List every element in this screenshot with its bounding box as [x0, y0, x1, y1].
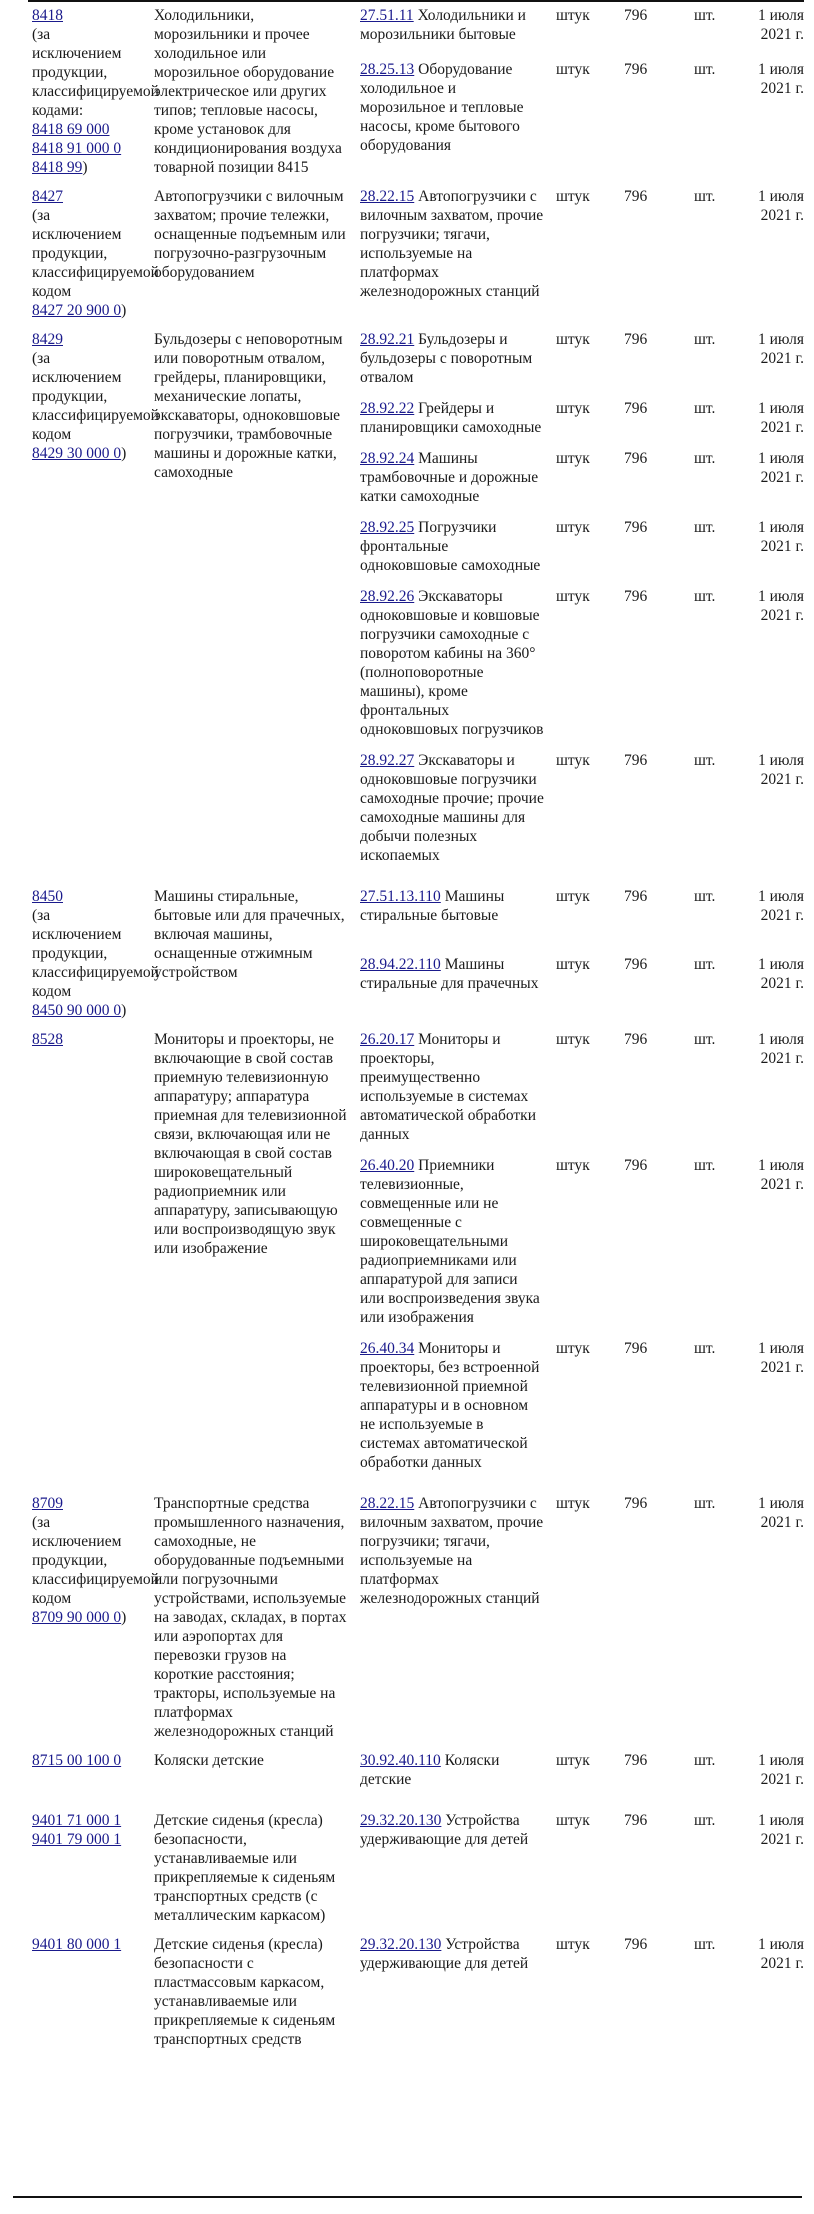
unit-code-cell: 796 [624, 7, 648, 24]
okpd-cell [354, 177, 550, 320]
product-name-cell: Детские сиденья (кресла) безопасности, устанавливаемые или прикрепляемые к сиденьям транспортных средств (с металлическим каркасом) [154, 1812, 336, 1924]
okpd-cell [354, 1741, 550, 1801]
tnved-subcode-line [32, 444, 142, 463]
effective-date-cell: 1 июля 2021 г. [758, 331, 804, 367]
okpd-description: Приемники телевизионные, совмещенные или не совмещенные с широковещательными радиоприемниками или аппаратурой для записи или воспроизведения звука или изображения [360, 1157, 540, 1326]
tnved-code-cell [26, 1484, 159, 1741]
tnved-code-cell [26, 177, 159, 320]
unit-name-cell: штук [556, 1812, 590, 1829]
tnved-close-paren: ) [121, 1002, 127, 1019]
unit-code-cell: 796 [624, 1340, 648, 1357]
effective-date-cell: 1 июля 2021 г. [758, 400, 804, 436]
table-bottom-rule [13, 2196, 802, 2198]
tnved-exclusion-note: (за исключением продукции, классифицируемой кодом [32, 350, 159, 443]
product-table [26, 6, 812, 2049]
effective-date-cell: 1 июля 2021 г. [758, 519, 804, 555]
unit-name-cell: штук [556, 7, 590, 24]
unit-name-cell: штук [556, 888, 590, 905]
unit-abbr-cell: шт. [694, 888, 716, 905]
tnved-code-link[interactable]: 8715 00 100 0 [32, 1752, 122, 1769]
unit-abbr-cell: шт. [694, 588, 716, 605]
tnved-subcode-link[interactable]: 8709 90 000 0 [32, 1609, 122, 1626]
okpd-cell [354, 1801, 550, 1925]
unit-name-cell: штук [556, 752, 590, 769]
product-name-cell: Транспортные средства промышленного назначения, самоходные, не оборудованные подъемными или погрузочными устройствами, используемые на заводах, складах, в портах или аэропортах для перевозки грузов на короткие расстояния; тракторы, используемые на платформах железнодорожных станций [154, 1495, 347, 1740]
tnved-code-link[interactable]: 8450 [32, 888, 63, 905]
effective-date-cell: 1 июля 2021 г. [758, 888, 804, 924]
table-row [26, 6, 812, 60]
tnved-close-paren: ) [121, 302, 127, 319]
okpd-cell [354, 6, 550, 60]
tnved-subcode-link[interactable]: 8427 20 900 0 [32, 302, 122, 319]
okpd-code-link[interactable]: 28.92.26 [360, 588, 415, 605]
tnved-exclusion-note: (за исключением продукции, классифицируемой кодами: [32, 26, 159, 119]
effective-date-cell: 1 июля 2021 г. [758, 1812, 804, 1848]
okpd-description: Коляски детские [360, 1752, 500, 1788]
unit-code-cell: 796 [624, 1031, 648, 1048]
okpd-cell [354, 877, 550, 955]
okpd-cell [354, 449, 550, 518]
product-name-cell: Детские сиденья (кресла) безопасности с пластмассовым каркасом, устанавливаемые или прикрепляемые к сиденьям транспортных средств [154, 1936, 336, 2048]
tnved-code-cell [26, 1020, 148, 1484]
unit-abbr-cell: шт. [694, 752, 716, 769]
unit-abbr-cell: шт. [694, 1752, 716, 1769]
unit-abbr-cell: шт. [694, 956, 716, 973]
tnved-code-link[interactable]: 8709 [32, 1495, 63, 1512]
product-name-cell: Машины стиральные, бытовые или для прачечных, включая машины, оснащенные отжимным устройством [154, 888, 345, 981]
effective-date-cell: 1 июля 2021 г. [758, 1936, 804, 1972]
product-name-cell: Мониторы и проекторы, не включающие в свой состав приемную телевизионную аппаратуру; аппаратура приемная для телевизионной связи, включающая или не включающая в свой состав широковещательный радиоприемник или аппаратуру, записывающую или воспроизводящую звук или изображение [154, 1031, 347, 1257]
okpd-description: Оборудование холодильное и морозильное и тепловые насосы, кроме бытового оборудования [360, 61, 524, 155]
tnved-code-link[interactable]: 9401 80 000 1 [32, 1936, 122, 1953]
effective-date-cell: 1 июля 2021 г. [758, 188, 804, 224]
tnved-code-cell [26, 1925, 148, 2049]
okpd-code-link[interactable]: 27.51.13.110 [360, 888, 441, 905]
unit-name-cell: штук [556, 1495, 590, 1512]
effective-date-cell: 1 июля 2021 г. [758, 1340, 804, 1376]
okpd-cell [354, 955, 550, 1020]
unit-abbr-cell: шт. [694, 1031, 716, 1048]
unit-name-cell: штук [556, 1340, 590, 1357]
okpd-code-link[interactable]: 27.51.11 [360, 7, 414, 24]
unit-abbr-cell: шт. [694, 188, 716, 205]
okpd-cell [354, 1339, 550, 1484]
okpd-code-link[interactable]: 26.40.34 [360, 1340, 415, 1357]
okpd-code-link[interactable]: 28.22.15 [360, 1495, 415, 1512]
okpd-code-link[interactable]: 28.25.13 [360, 61, 415, 79]
table-row [26, 1484, 812, 1741]
unit-code-cell: 796 [624, 888, 648, 905]
unit-abbr-cell: шт. [694, 331, 716, 348]
tnved-code-link[interactable]: 8427 [32, 188, 63, 205]
okpd-description: Экскаваторы и одноковшовые погрузчики самоходные прочие; прочие самоходные машины для добычи полезных ископаемых [360, 752, 544, 864]
product-name-cell: Коляски детские [154, 1752, 264, 1769]
unit-code-cell: 796 [624, 956, 648, 973]
tnved-subcode-line [32, 120, 142, 139]
okpd-cell [354, 1156, 550, 1339]
tnved-subcode-line [32, 301, 142, 320]
tnved-code-link[interactable]: 8528 [32, 1031, 63, 1048]
effective-date-cell: 1 июля 2021 г. [758, 61, 804, 98]
okpd-cell [354, 1020, 550, 1156]
unit-name-cell: штук [556, 450, 590, 467]
unit-code-cell: 796 [624, 1936, 648, 1953]
okpd-description: Экскаваторы одноковшовые и ковшовые погрузчики самоходные с поворотом кабины на 360° (полноповоротные машины), кроме фронтальных одноковшовых погрузчиков [360, 588, 544, 738]
unit-abbr-cell: шт. [694, 1936, 716, 1953]
okpd-cell [354, 518, 550, 587]
product-name-cell: Бульдозеры с неповоротным или поворотным отвалом, грейдеры, планировщики, механические лопаты, экскаваторы, одноковшовые погрузчики, трамбовочные машины и дорожные катки, самоходные [154, 331, 343, 481]
tnved-subcode-line [32, 139, 142, 158]
okpd-description: Погрузчики фронтальные одноковшовые самоходные [360, 519, 541, 574]
tnved-subcode-link[interactable]: 8418 91 000 0 [32, 140, 122, 157]
unit-name-cell: штук [556, 61, 590, 79]
tnved-subcode-link[interactable]: 9401 79 000 1 [32, 1831, 122, 1848]
tnved-subcode-line [32, 1001, 142, 1020]
unit-name-cell: штук [556, 1936, 590, 1953]
okpd-cell [354, 751, 550, 877]
okpd-description: Автопогрузчики с вилочным захватом, прочие погрузчики; тягачи, используемые на платформах железнодорожных станций [360, 188, 544, 300]
unit-code-cell: 796 [624, 1752, 648, 1769]
okpd-description: Устройства удерживающие для детей [360, 1936, 529, 1972]
product-name-cell: Автопогрузчики с вилочным захватом; прочие тележки, оснащенные подъемным или погрузочно-разгрузочным оборудованием [154, 188, 346, 281]
unit-abbr-cell: шт. [694, 1495, 716, 1512]
okpd-code-link[interactable]: 28.94.22.110 [360, 956, 441, 973]
unit-code-cell: 796 [624, 400, 648, 417]
product-name-cell: Холодильники, морозильники и прочее холодильное или морозильное оборудование электрическое или других типов; тепловые насосы, кроме установок для кондиционирования воздуха товарной позиции 8415 [154, 7, 342, 176]
tnved-subcode-line [32, 158, 142, 177]
table-row [26, 320, 812, 399]
unit-abbr-cell: шт. [694, 7, 716, 24]
okpd-description: Машины стиральные для прачечных [360, 956, 539, 992]
tnved-code-link[interactable]: 9401 71 000 1 [32, 1812, 122, 1829]
unit-name-cell: штук [556, 1157, 590, 1174]
okpd-description: Устройства удерживающие для детей [360, 1812, 529, 1848]
unit-name-cell: штук [556, 188, 590, 205]
tnved-subcode-link[interactable]: 8450 90 000 0 [32, 1002, 122, 1019]
okpd-cell [354, 1484, 550, 1741]
tnved-close-paren: ) [82, 159, 88, 176]
tnved-subcode-link[interactable]: 8418 99 [32, 159, 83, 176]
tnved-close-paren: ) [121, 1609, 127, 1626]
okpd-cell [354, 60, 550, 177]
okpd-description: Машины стиральные бытовые [360, 888, 505, 924]
effective-date-cell: 1 июля 2021 г. [758, 1495, 804, 1531]
unit-abbr-cell: шт. [694, 61, 716, 79]
okpd-description: Мониторы и проекторы, без встроенной телевизионной приемной аппаратуры и в основном не используемые в системах автоматической обработки данных [360, 1340, 540, 1471]
effective-date-cell: 1 июля 2021 г. [758, 956, 804, 992]
okpd-description: Холодильники и морозильники бытовые [360, 7, 526, 43]
unit-code-cell: 796 [624, 450, 648, 467]
unit-code-cell: 796 [624, 519, 648, 536]
okpd-code-link[interactable]: 28.92.24 [360, 450, 415, 467]
unit-abbr-cell: шт. [694, 1340, 716, 1357]
tnved-code-cell [26, 320, 159, 877]
okpd-description: Бульдозеры и бульдозеры с поворотным отвалом [360, 331, 533, 386]
unit-code-cell: 796 [624, 588, 648, 605]
okpd-code-link[interactable]: 28.92.25 [360, 519, 415, 536]
tnved-exclusion-note: (за исключением продукции, классифицируемой кодом [32, 1514, 159, 1607]
tnved-code-cell [26, 6, 159, 177]
tnved-subcode-link[interactable]: 8429 30 000 0 [32, 445, 122, 462]
okpd-description: Грейдеры и планировщики самоходные [360, 400, 542, 436]
effective-date-cell: 1 июля 2021 г. [758, 7, 804, 43]
tnved-code-link[interactable]: 8429 [32, 331, 63, 348]
okpd-cell [354, 399, 550, 449]
unit-name-cell: штук [556, 956, 590, 973]
okpd-code-link[interactable]: 28.22.15 [360, 188, 415, 205]
table-row [26, 1925, 812, 2049]
table-row [26, 1020, 812, 1156]
unit-code-cell: 796 [624, 331, 648, 348]
unit-abbr-cell: шт. [694, 1812, 716, 1829]
okpd-code-link[interactable]: 26.40.20 [360, 1157, 415, 1174]
tnved-code-cell [26, 1801, 148, 1925]
okpd-code-link[interactable]: 29.32.20.130 [360, 1936, 442, 1953]
unit-abbr-cell: шт. [694, 519, 716, 536]
okpd-cell [354, 587, 550, 751]
unit-code-cell: 796 [624, 1495, 648, 1512]
okpd-code-link[interactable]: 30.92.40.110 [360, 1752, 441, 1769]
effective-date-cell: 1 июля 2021 г. [758, 752, 804, 788]
tnved-subcode-line [32, 1830, 142, 1849]
tnved-code-cell [26, 877, 159, 1020]
tnved-subcode-link[interactable]: 8418 69 000 [32, 121, 110, 138]
okpd-code-link[interactable]: 28.92.21 [360, 331, 415, 348]
okpd-cell [354, 320, 550, 399]
unit-code-cell: 796 [624, 752, 648, 769]
tnved-code-cell [26, 1741, 148, 1801]
tnved-exclusion-note: (за исключением продукции, классифицируемой кодом [32, 207, 159, 300]
table-row [26, 1741, 812, 1801]
unit-name-cell: штук [556, 400, 590, 417]
table-row [26, 177, 812, 320]
unit-name-cell: штук [556, 331, 590, 348]
okpd-code-link[interactable]: 28.92.27 [360, 752, 415, 769]
unit-name-cell: штук [556, 519, 590, 536]
okpd-cell [354, 1925, 550, 2049]
unit-abbr-cell: шт. [694, 450, 716, 467]
unit-name-cell: штук [556, 1752, 590, 1769]
unit-name-cell: штук [556, 588, 590, 605]
okpd-code-link[interactable]: 28.92.22 [360, 400, 415, 417]
effective-date-cell: 1 июля 2021 г. [758, 450, 804, 486]
table-top-rule [28, 0, 804, 2]
tnved-subcode-line [32, 1608, 142, 1627]
tnved-close-paren: ) [121, 445, 127, 462]
unit-abbr-cell: шт. [694, 400, 716, 417]
effective-date-cell: 1 июля 2021 г. [758, 1157, 804, 1193]
okpd-description: Машины трамбовочные и дорожные катки самоходные [360, 450, 539, 505]
table-row [26, 1801, 812, 1925]
okpd-description: Мониторы и проекторы, преимущественно используемые в системах автоматической обработки данных [360, 1031, 536, 1143]
okpd-code-link[interactable]: 29.32.20.130 [360, 1812, 442, 1829]
tnved-exclusion-note: (за исключением продукции, классифицируемой кодом [32, 907, 159, 1000]
unit-code-cell: 796 [624, 61, 648, 79]
table-row [26, 877, 812, 955]
effective-date-cell: 1 июля 2021 г. [758, 588, 804, 624]
effective-date-cell: 1 июля 2021 г. [758, 1752, 804, 1788]
unit-code-cell: 796 [624, 188, 648, 205]
okpd-code-link[interactable]: 26.20.17 [360, 1031, 415, 1048]
unit-code-cell: 796 [624, 1157, 648, 1174]
unit-name-cell: штук [556, 1031, 590, 1048]
effective-date-cell: 1 июля 2021 г. [758, 1031, 804, 1067]
tnved-code-link[interactable]: 8418 [32, 7, 63, 24]
okpd-description: Автопогрузчики с вилочным захватом, прочие погрузчики; тягачи, используемые на платформах железнодорожных станций [360, 1495, 544, 1607]
unit-abbr-cell: шт. [694, 1157, 716, 1174]
unit-code-cell: 796 [624, 1812, 648, 1829]
